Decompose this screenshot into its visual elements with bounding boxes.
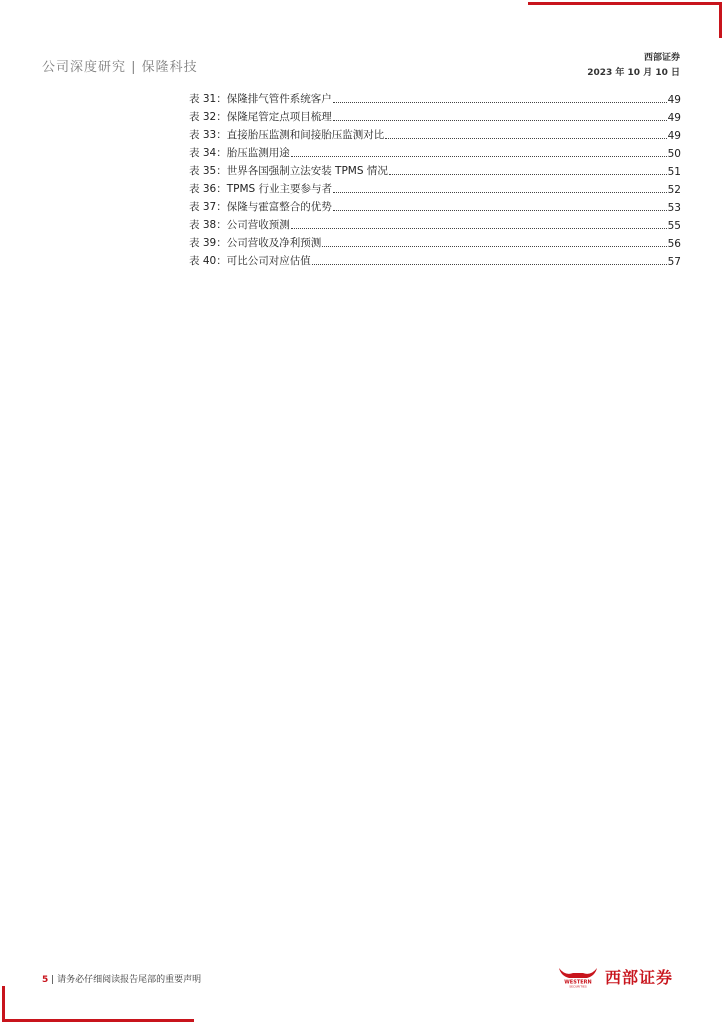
toc-entry-page: 55 — [667, 220, 681, 232]
toc-entry[interactable] — [189, 196, 681, 214]
footer-separator: | — [51, 975, 55, 985]
toc-leader — [291, 228, 667, 229]
logo-english-name: WESTERN — [564, 979, 592, 986]
toc-leader — [291, 156, 667, 157]
page-number: 5 — [42, 975, 49, 985]
corner-decoration-top — [528, 2, 722, 38]
toc-entry-page: 56 — [667, 238, 681, 250]
toc-entry-label: 表 33：直接胎压监测和间接胎压监测对比 — [189, 129, 385, 141]
toc-entry-label: 表 38：公司营收预测 — [189, 219, 290, 231]
toc-leader — [333, 192, 667, 193]
toc-entry-label: 表 37：保隆与霍富整合的优势 — [189, 201, 332, 213]
toc-leader — [322, 246, 666, 247]
toc-leader — [389, 174, 667, 175]
toc-leader — [385, 138, 666, 139]
company-logo — [555, 964, 673, 988]
toc-entry-label: 表 39：公司营收及净利预测 — [189, 237, 322, 249]
toc-entry-label: 表 40：可比公司对应估值 — [189, 255, 311, 267]
logo-text: 西部证券 — [605, 967, 674, 987]
toc-leader — [333, 210, 667, 211]
toc-entry[interactable] — [189, 250, 681, 268]
toc-entry[interactable] — [189, 88, 681, 106]
toc-entry[interactable] — [189, 214, 681, 232]
logo-english-subname: SECURITIES — [569, 984, 587, 988]
toc-entry[interactable] — [189, 232, 681, 250]
table-of-contents — [189, 88, 681, 268]
toc-entry-page: 57 — [667, 256, 681, 268]
toc-entry-label: 表 31：保隆排气管件系统客户 — [189, 93, 332, 105]
report-title: 公司深度研究 | 保隆科技 — [42, 60, 198, 75]
toc-entry-page: 50 — [667, 148, 681, 160]
toc-entry-page: 49 — [667, 130, 681, 142]
header-right — [587, 50, 680, 78]
toc-entry[interactable] — [189, 178, 681, 196]
toc-entry-page: 51 — [667, 166, 681, 178]
toc-entry-page: 53 — [667, 202, 681, 214]
toc-entry-page: 52 — [667, 184, 681, 196]
toc-leader — [333, 102, 667, 103]
footer-disclaimer: 请务必仔细阅读报告尾部的重要声明 — [57, 975, 202, 985]
toc-entry-label: 表 34：胎压监测用途 — [189, 147, 290, 159]
corner-decoration-bottom — [2, 986, 194, 1022]
report-date: 2023 年 10 月 10 日 — [587, 68, 680, 78]
toc-entry[interactable] — [189, 106, 681, 124]
toc-entry-page: 49 — [667, 112, 681, 124]
toc-entry-label: 表 35：世界各国强制立法安装 TPMS 情况 — [189, 165, 388, 177]
toc-leader — [333, 120, 667, 121]
toc-entry[interactable] — [189, 124, 681, 142]
toc-leader — [312, 264, 667, 265]
toc-entry-label: 表 32：保隆尾管定点项目梳理 — [189, 111, 332, 123]
footer-note — [42, 972, 201, 985]
toc-entry[interactable] — [189, 142, 681, 160]
toc-entry-page: 49 — [667, 94, 681, 106]
header-company: 西部证券 — [643, 53, 680, 63]
toc-entry-label: 表 36：TPMS 行业主要参与者 — [189, 183, 333, 195]
toc-entry[interactable] — [189, 160, 681, 178]
bull-logo-icon — [555, 964, 601, 988]
